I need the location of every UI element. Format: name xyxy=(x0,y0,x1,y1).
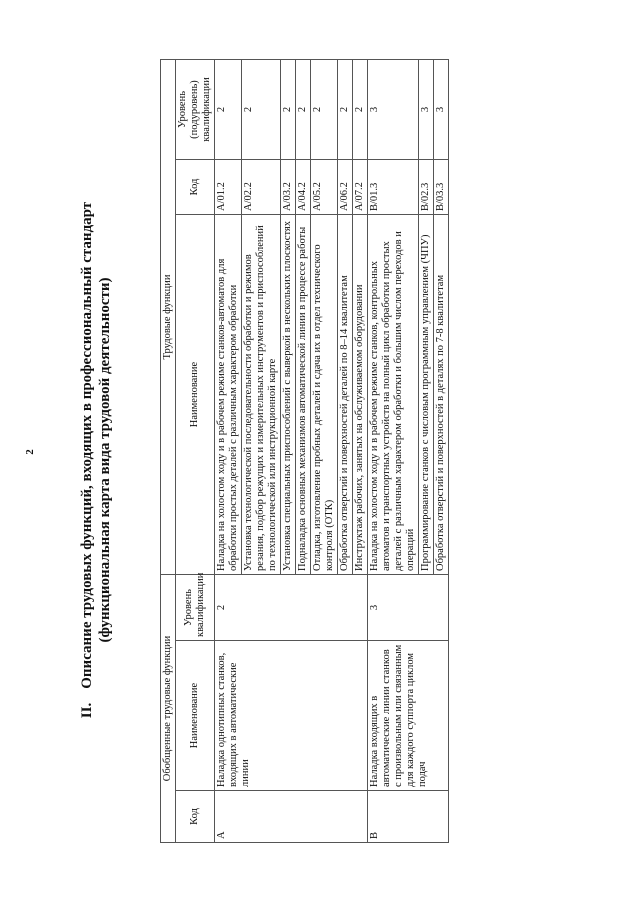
header-level: Уровень квалификации xyxy=(176,575,215,641)
function-code: A/05.2 xyxy=(311,160,338,215)
title-line-1 xyxy=(78,45,96,875)
function-level: 2 xyxy=(296,59,311,159)
title-line-2: (функциональная карта вида трудовой деятельности) xyxy=(97,277,113,643)
page-title xyxy=(78,45,114,875)
group-code: B xyxy=(368,791,449,843)
function-level: 2 xyxy=(353,59,368,159)
function-name: Инструктаж рабочих, занятых на обслуживаемом оборудовании xyxy=(353,215,368,575)
header-name: Наименование xyxy=(176,641,215,791)
function-level: 2 xyxy=(338,59,353,159)
table-row xyxy=(368,59,419,842)
group-level: 2 xyxy=(215,575,368,641)
functional-map-table xyxy=(160,59,449,843)
function-name: Установка специальных приспособлений с выверкой в нескольких плоскостях xyxy=(281,215,296,575)
function-level: 3 xyxy=(419,59,434,159)
function-level: 3 xyxy=(368,59,419,159)
function-level: 2 xyxy=(242,59,281,159)
header-code: Код xyxy=(176,791,215,843)
section-number: II. xyxy=(79,702,95,719)
function-name: Установка технологической последовательности обработки и режимов резания, подбор режущих и измерительных инструментов и приспособлений по технологической или инструкционной карте xyxy=(242,215,281,575)
function-name: Наладка на холостом ходу и в рабочем режиме станков-автоматов для обработки простых деталей с различным характером обработки xyxy=(215,215,242,575)
function-name: Обработка отверстий и поверхностей в деталях по 7-8 квалитетам xyxy=(434,215,449,575)
function-name: Программирование станков с числовым программным управлением (ЧПУ) xyxy=(419,215,434,575)
group-code: A xyxy=(215,791,368,843)
header-function-level: Уровень (подуровень) квалификации xyxy=(176,59,215,159)
group-name: Наладка входящих в автоматические линии станков с произвольным или связанным для каждого суппорта циклом подач xyxy=(368,641,449,791)
function-code: A/02.2 xyxy=(242,160,281,215)
function-name: Отладка, изготовление пробных деталей и сдача их в отдел технического контроля (ОТК) xyxy=(311,215,338,575)
function-code: A/07.2 xyxy=(353,160,368,215)
page-number: 2 xyxy=(24,449,36,455)
table-row xyxy=(215,59,242,842)
header-function-code: Код xyxy=(176,160,215,215)
function-name: Наладка на холостом ходу и в рабочем режиме станков, контрольных автоматов и транспортных устройств на полный цикл обработки простых деталей с различным характером обработки и большим числом переходов и операций xyxy=(368,215,419,575)
function-code: A/04.2 xyxy=(296,160,311,215)
function-level: 3 xyxy=(434,59,449,159)
group-name: Наладка однотипных станков, входящих в автоматические линии xyxy=(215,641,368,791)
function-code: B/01.3 xyxy=(368,160,419,215)
function-code: A/01.2 xyxy=(215,160,242,215)
header-function-name: Наименование xyxy=(176,215,215,575)
header-functions: Трудовые функции xyxy=(161,59,176,574)
function-level: 2 xyxy=(215,59,242,159)
function-name: Обработка отверстий и поверхностей деталей по 8–14 квалитетам xyxy=(338,215,353,575)
function-code: B/02.3 xyxy=(419,160,434,215)
function-level: 2 xyxy=(281,59,296,159)
function-name: Подналадка основных механизмов автоматической линии в процессе работы xyxy=(296,215,311,575)
function-code: B/03.3 xyxy=(434,160,449,215)
function-level: 2 xyxy=(311,59,338,159)
function-code: A/03.2 xyxy=(281,160,296,215)
title-text: Описание трудовых функций, входящих в профессиональный стандарт xyxy=(79,201,95,689)
function-code: A/06.2 xyxy=(338,160,353,215)
group-level: 3 xyxy=(368,575,449,641)
header-generalized: Обобщенные трудовые функции xyxy=(161,575,176,843)
